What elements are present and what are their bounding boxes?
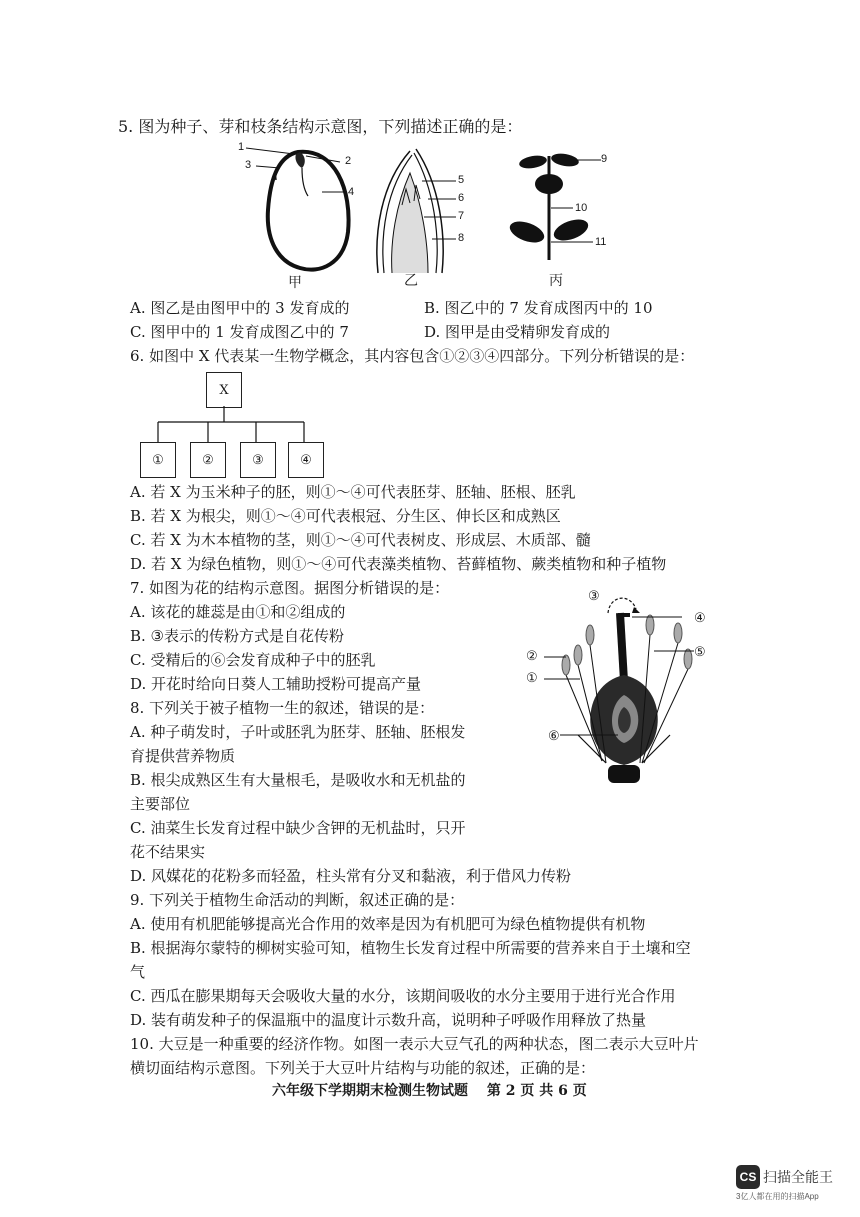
flower-figure (520, 585, 720, 795)
q7-option-c[interactable]: C. 受精后的⑥会发育成种子中的胚乳 (130, 651, 376, 669)
q10-line1: 10. 大豆是一种重要的经济作物。如图一表示大豆气孔的两种状态，图二表示大豆叶片 (130, 1035, 699, 1053)
flower-label-6: ⑥ (548, 728, 560, 743)
brand-slogan: 3亿人都在用的扫描App (736, 1192, 819, 1201)
bud-label-6: 6 (458, 192, 465, 204)
concept-tree-lines (150, 406, 310, 446)
q7-option-b[interactable]: B. ③表示的传粉方式是自花传粉 (130, 627, 345, 645)
bud-label-5: 5 (458, 174, 465, 186)
flower-label-2: ② (526, 648, 538, 663)
concept-box-2: ② (190, 442, 226, 478)
concept-box-3: ③ (240, 442, 276, 478)
bud-figure (370, 145, 460, 275)
q8-option-a-line2[interactable]: 育提供营养物质 (130, 747, 236, 765)
q9-option-d[interactable]: D. 装有萌发种子的保温瓶中的温度计示数升高，说明种子呼吸作用释放了热量 (130, 1011, 647, 1029)
caption-jia: 甲 (288, 275, 302, 291)
q5-option-a[interactable]: A. 图乙是由图甲中的 3 发育成的 (130, 299, 350, 317)
bud-label-8: 8 (458, 232, 465, 244)
q5-option-b[interactable]: B. 图乙中的 7 发育成图丙中的 10 (424, 299, 653, 317)
cs-logo-icon: CS (736, 1165, 760, 1189)
seed-label-3: 3 (245, 159, 252, 171)
q7-option-a[interactable]: A. 该花的雄蕊是由①和②组成的 (130, 603, 346, 621)
scanner-brand (736, 1165, 833, 1202)
q8-option-c-line1[interactable]: C. 油菜生长发育过程中缺少含钾的无机盐时，只开 (130, 819, 466, 837)
q8-option-b-line2[interactable]: 主要部位 (130, 795, 191, 813)
q7-stem: 7. 如图为花的结构示意图。据图分析错误的是： (130, 579, 450, 597)
seed-label-1: 1 (238, 141, 245, 153)
q6-option-b[interactable]: B. 若 X 为根尖，则①～④可代表根冠、分生区、伸长区和成熟区 (130, 507, 561, 525)
concept-box-1: ① (140, 442, 176, 478)
q9-option-c[interactable]: C. 西瓜在膨果期每天会吸收大量的水分，该期间吸收的水分主要用于进行光合作用 (130, 987, 676, 1005)
branch-label-9: 9 (601, 153, 608, 165)
q6-option-d[interactable]: D. 若 X 为绿色植物，则①～④可代表藻类植物、苔藓植物、蕨类植物和种子植物 (130, 555, 667, 573)
q5-option-c[interactable]: C. 图甲中的 1 发育成图乙中的 7 (130, 323, 349, 341)
branch-label-11: 11 (595, 236, 607, 248)
q8-stem: 8. 下列关于被子植物一生的叙述，错误的是： (130, 699, 435, 717)
caption-yi: 乙 (404, 273, 418, 289)
q9-stem: 9. 下列关于植物生命活动的判断，叙述正确的是： (130, 891, 465, 909)
q8-option-c-line2[interactable]: 花不结果实 (130, 843, 206, 861)
q6-option-c[interactable]: C. 若 X 为木本植物的茎，则①～④可代表树皮、形成层、木质部、髓 (130, 531, 591, 549)
flower-label-3: ③ (588, 588, 600, 603)
bud-label-7: 7 (458, 210, 465, 222)
flower-label-4: ④ (694, 610, 706, 625)
q9-option-b-line2[interactable]: 气 (130, 963, 146, 981)
q5-stem: 5. 图为种子、芽和枝条结构示意图，下列描述正确的是： (118, 117, 523, 136)
q9-option-a[interactable]: A. 使用有机肥能够提高光合作用的效率是因为有机肥可为绿色植物提供有机物 (130, 915, 646, 933)
q6-stem: 6. 如图中 X 代表某一生物学概念，其内容包含①②③④四部分。下列分析错误的是： (130, 347, 695, 365)
q7-option-d[interactable]: D. 开花时给向日葵人工辅助授粉可提高产量 (130, 675, 422, 693)
caption-bing: 丙 (549, 273, 563, 289)
page-footer: 六年级下学期期末检测生物试题 第 2 页 共 6 页 (272, 1083, 587, 1099)
q5-option-d[interactable]: D. 图甲是由受精卵发育成的 (424, 323, 611, 341)
brand-name: 扫描全能王 (763, 1169, 833, 1185)
concept-box-x: X (206, 372, 242, 408)
q8-option-b-line1[interactable]: B. 根尖成熟区生有大量根毛，是吸收水和无机盐的 (130, 771, 466, 789)
branch-label-10: 10 (575, 202, 588, 214)
q10-line2: 横切面结构示意图。下列关于大豆叶片结构与功能的叙述，正确的是： (130, 1059, 596, 1077)
seed-label-2: 2 (345, 155, 352, 167)
q6-option-a[interactable]: A. 若 X 为玉米种子的胚，则①～④可代表胚芽、胚轴、胚根、胚乳 (130, 483, 576, 501)
concept-box-4: ④ (288, 442, 324, 478)
q8-option-a-line1[interactable]: A. 种子萌发时，子叶或胚乳为胚芽、胚轴、胚根发 (130, 723, 466, 741)
q8-option-d[interactable]: D. 风媒花的花粉多而轻盈，柱头常有分叉和黏液，利于借风力传粉 (130, 867, 572, 885)
flower-label-1: ① (526, 670, 538, 685)
q9-option-b-line1[interactable]: B. 根据海尔蒙特的柳树实验可知，植物生长发育过程中所需要的营养来自于土壤和空 (130, 939, 691, 957)
branch-figure (505, 148, 615, 268)
seed-label-4: 4 (348, 186, 355, 198)
flower-label-5: ⑤ (694, 644, 706, 659)
